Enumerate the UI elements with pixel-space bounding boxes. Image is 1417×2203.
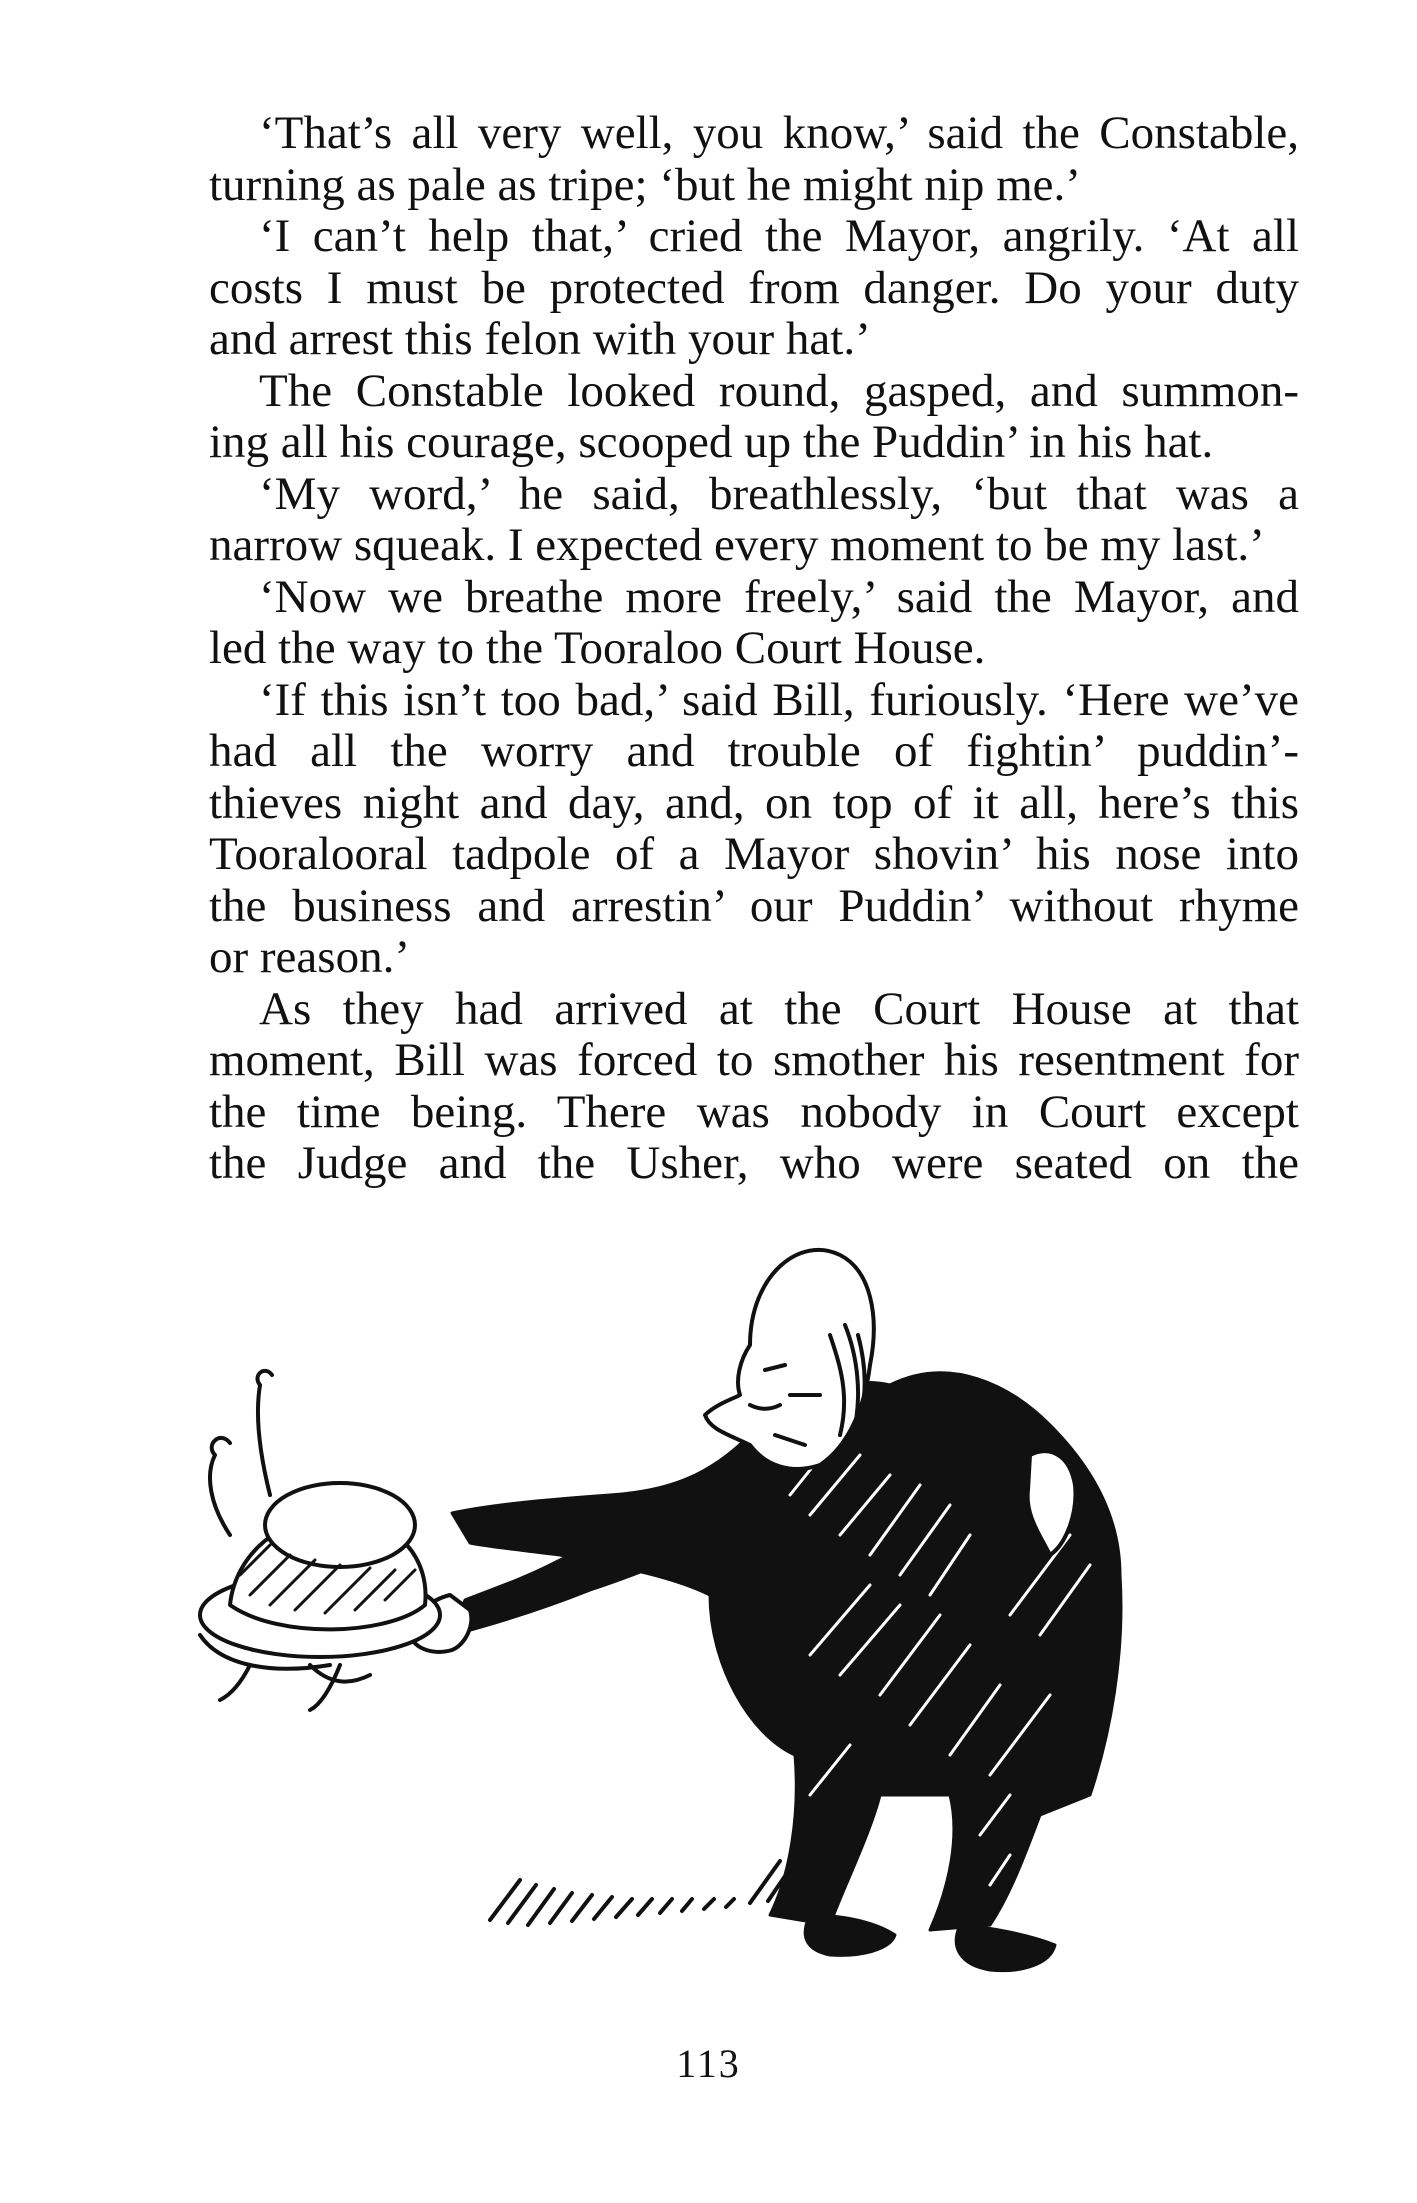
text-line: ing all his courage, scooped up the Puddin’ in his hat. [209,416,1214,468]
text-line: The Constable looked round, gasped, and summon- [259,364,1299,417]
body-text [209,108,1299,1190]
text-line: ‘If this isn’t too bad,’ said Bill, furiously. ‘Here we’ve [259,673,1299,726]
text-line: thieves night and day, and, on top of it all, here’s this [209,776,1299,829]
constable-head [705,1250,874,1469]
text-line: ‘My word,’ he said, breathlessly, ‘but that was a [259,467,1299,520]
text-line: narrow squeak. I expected every moment to be my last.’ [209,519,1265,571]
text-line: ‘That’s all very well, you know,’ said the Constable, [259,107,1299,159]
constable-boot [956,1925,1055,1971]
constable-boot [805,1915,895,1955]
text-line: had all the worry and trouble of fightin’ puddin’- [209,725,1299,777]
text-line: the time being. There was nobody in Court except [209,1085,1299,1138]
text-line: As they had arrived at the Court House at that [259,982,1299,1035]
text-line: the Judge and the Usher, who were seated on the [209,1137,1299,1189]
text-line: moment, Bill was forced to smother his resentment for [209,1034,1299,1086]
text-line: or reason.’ [209,931,410,983]
text-line: the business and arrestin’ our Puddin’ without rhyme [209,879,1299,932]
constable-scooping-puddin-illustration [190,1195,1320,2115]
text-line: ‘I can’t help that,’ cried the Mayor, angrily. ‘At all [259,210,1299,262]
hat-with-puddin [200,1371,440,1710]
text-line: ‘Now we breathe more freely,’ said the Mayor, and [259,570,1299,623]
text-line: Tooralooral tadpole of a Mayor shovin’ his nose into [209,828,1299,880]
text-line: and arrest this felon with your hat.’ [209,313,871,365]
page-number: 113 [676,2041,741,2086]
text-line: led the way to the Tooraloo Court House. [209,622,986,674]
text-line: turning as pale as tripe; ‘but he might nip me.’ [209,158,1081,211]
text-line: costs I must be protected from danger. Do your duty [209,261,1299,314]
